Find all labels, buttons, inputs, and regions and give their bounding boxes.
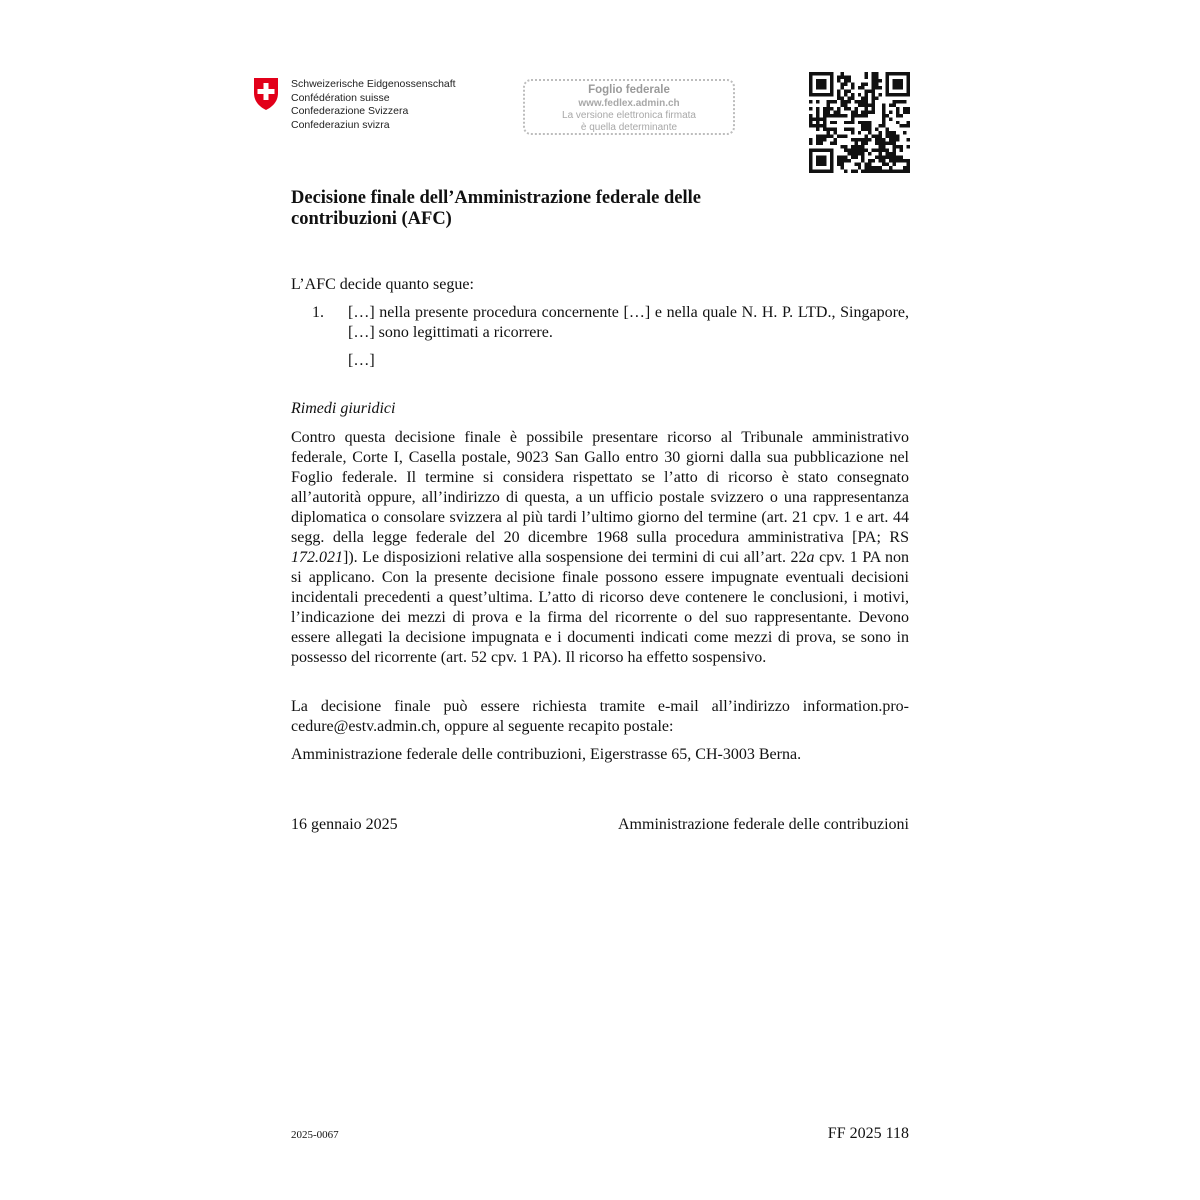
postal-address: Amministrazione federale delle contribuzioni, Eigerstrasse 65, CH-3003 Berna.	[291, 746, 802, 763]
swiss-coat-of-arms-icon	[252, 77, 280, 111]
signatory: Amministrazione federale delle contribuzioni	[618, 816, 909, 833]
remedies-text-part3: cpv. 1 PA non si applicano. Con la presente decisione finale possono essere impugnate eventuali decisioni incidentali precedenti a quest’ultima. L’atto di ricorso deve contenere le conclusioni, i motivi, l’indicazione dei mezzi di prova e la firma del ricorrente o del suo rappresentante. Devono essere allegati la decisione impugnata e i documenti indicati come mezzi di prova, se sono in possesso del ricorrente (art. 52 cpv. 1 PA). Il ricorso ha effetto sospensivo.	[291, 549, 909, 666]
decision-item-continuation: […]	[348, 352, 375, 369]
stamp-title: Foglio federale	[588, 84, 670, 96]
confederation-line-rm: Confederaziun svizra	[291, 118, 390, 131]
stamp-url: www.fedlex.admin.ch	[578, 98, 680, 109]
decision-intro: L’AFC decide quanto segue:	[291, 276, 474, 293]
decision-item-1	[291, 303, 909, 371]
remedies-heading: Rimedi giuridici	[291, 400, 396, 417]
stamp-note-line2: è quella determinante	[580, 122, 678, 133]
footer-reference: FF 2025 118	[827, 1125, 909, 1142]
remedies-paragraph	[291, 428, 909, 668]
document-date: 16 gennaio 2025	[291, 816, 398, 833]
stamp-note-line1: La versione elettronica firmata	[562, 110, 696, 121]
decision-item-number: 1.	[312, 304, 324, 321]
confederation-line-de: Schweizerische Eidgenossenschaft	[291, 78, 456, 90]
decision-item-text: […] nella presente procedura concernente […] e nella quale N. H. P. LTD., Singapore, […] sono legittimati a ricorrere.	[348, 304, 909, 341]
remedies-article-letter: a	[806, 549, 815, 566]
confederation-line-it: Confederazione Svizzera	[291, 105, 409, 117]
qr-code-icon	[809, 72, 910, 173]
remedies-text-part2: ]). Le disposizioni relative alla sospensione dei termini di cui all’art. 22	[343, 549, 807, 566]
footer-document-id: 2025-0067	[291, 1129, 339, 1141]
remedies-text-part1: Contro questa decisione finale è possibile presentare ricorso al Tribunale amministrativo federale, Corte I, Casella postale, 9023 San Gallo entro 30 giorni dalla sua pubblicazione nel Foglio federale. Il termine si considera rispettato se l’atto di ricorso è stato consegnato all’autorità oppure, all’indirizzo di questa, a un ufficio postale svizzero o una rappresentanza diplomatica o consolare svizzera al più tardi l’ultimo giorno del termine (art. 21 cpv. 1 e art. 44 segg. della legge federale del 20 dicembre 1968 sulla procedura amministrativa [PA; RS	[291, 429, 909, 546]
confederation-name	[291, 78, 456, 132]
request-paragraph: La decisione finale può essere richiesta tramite e-mail all’indirizzo information.procedure@estv.admin.ch, oppure al seguente recapito postale:	[291, 698, 909, 735]
confederation-line-fr: Confédération suisse	[291, 91, 390, 104]
remedies-sr-reference: 172.021	[291, 549, 343, 566]
document-title: Decisione finale dell’Amministrazione federale delle contribuzioni (AFC)	[291, 188, 701, 229]
official-publication-stamp	[523, 79, 735, 135]
